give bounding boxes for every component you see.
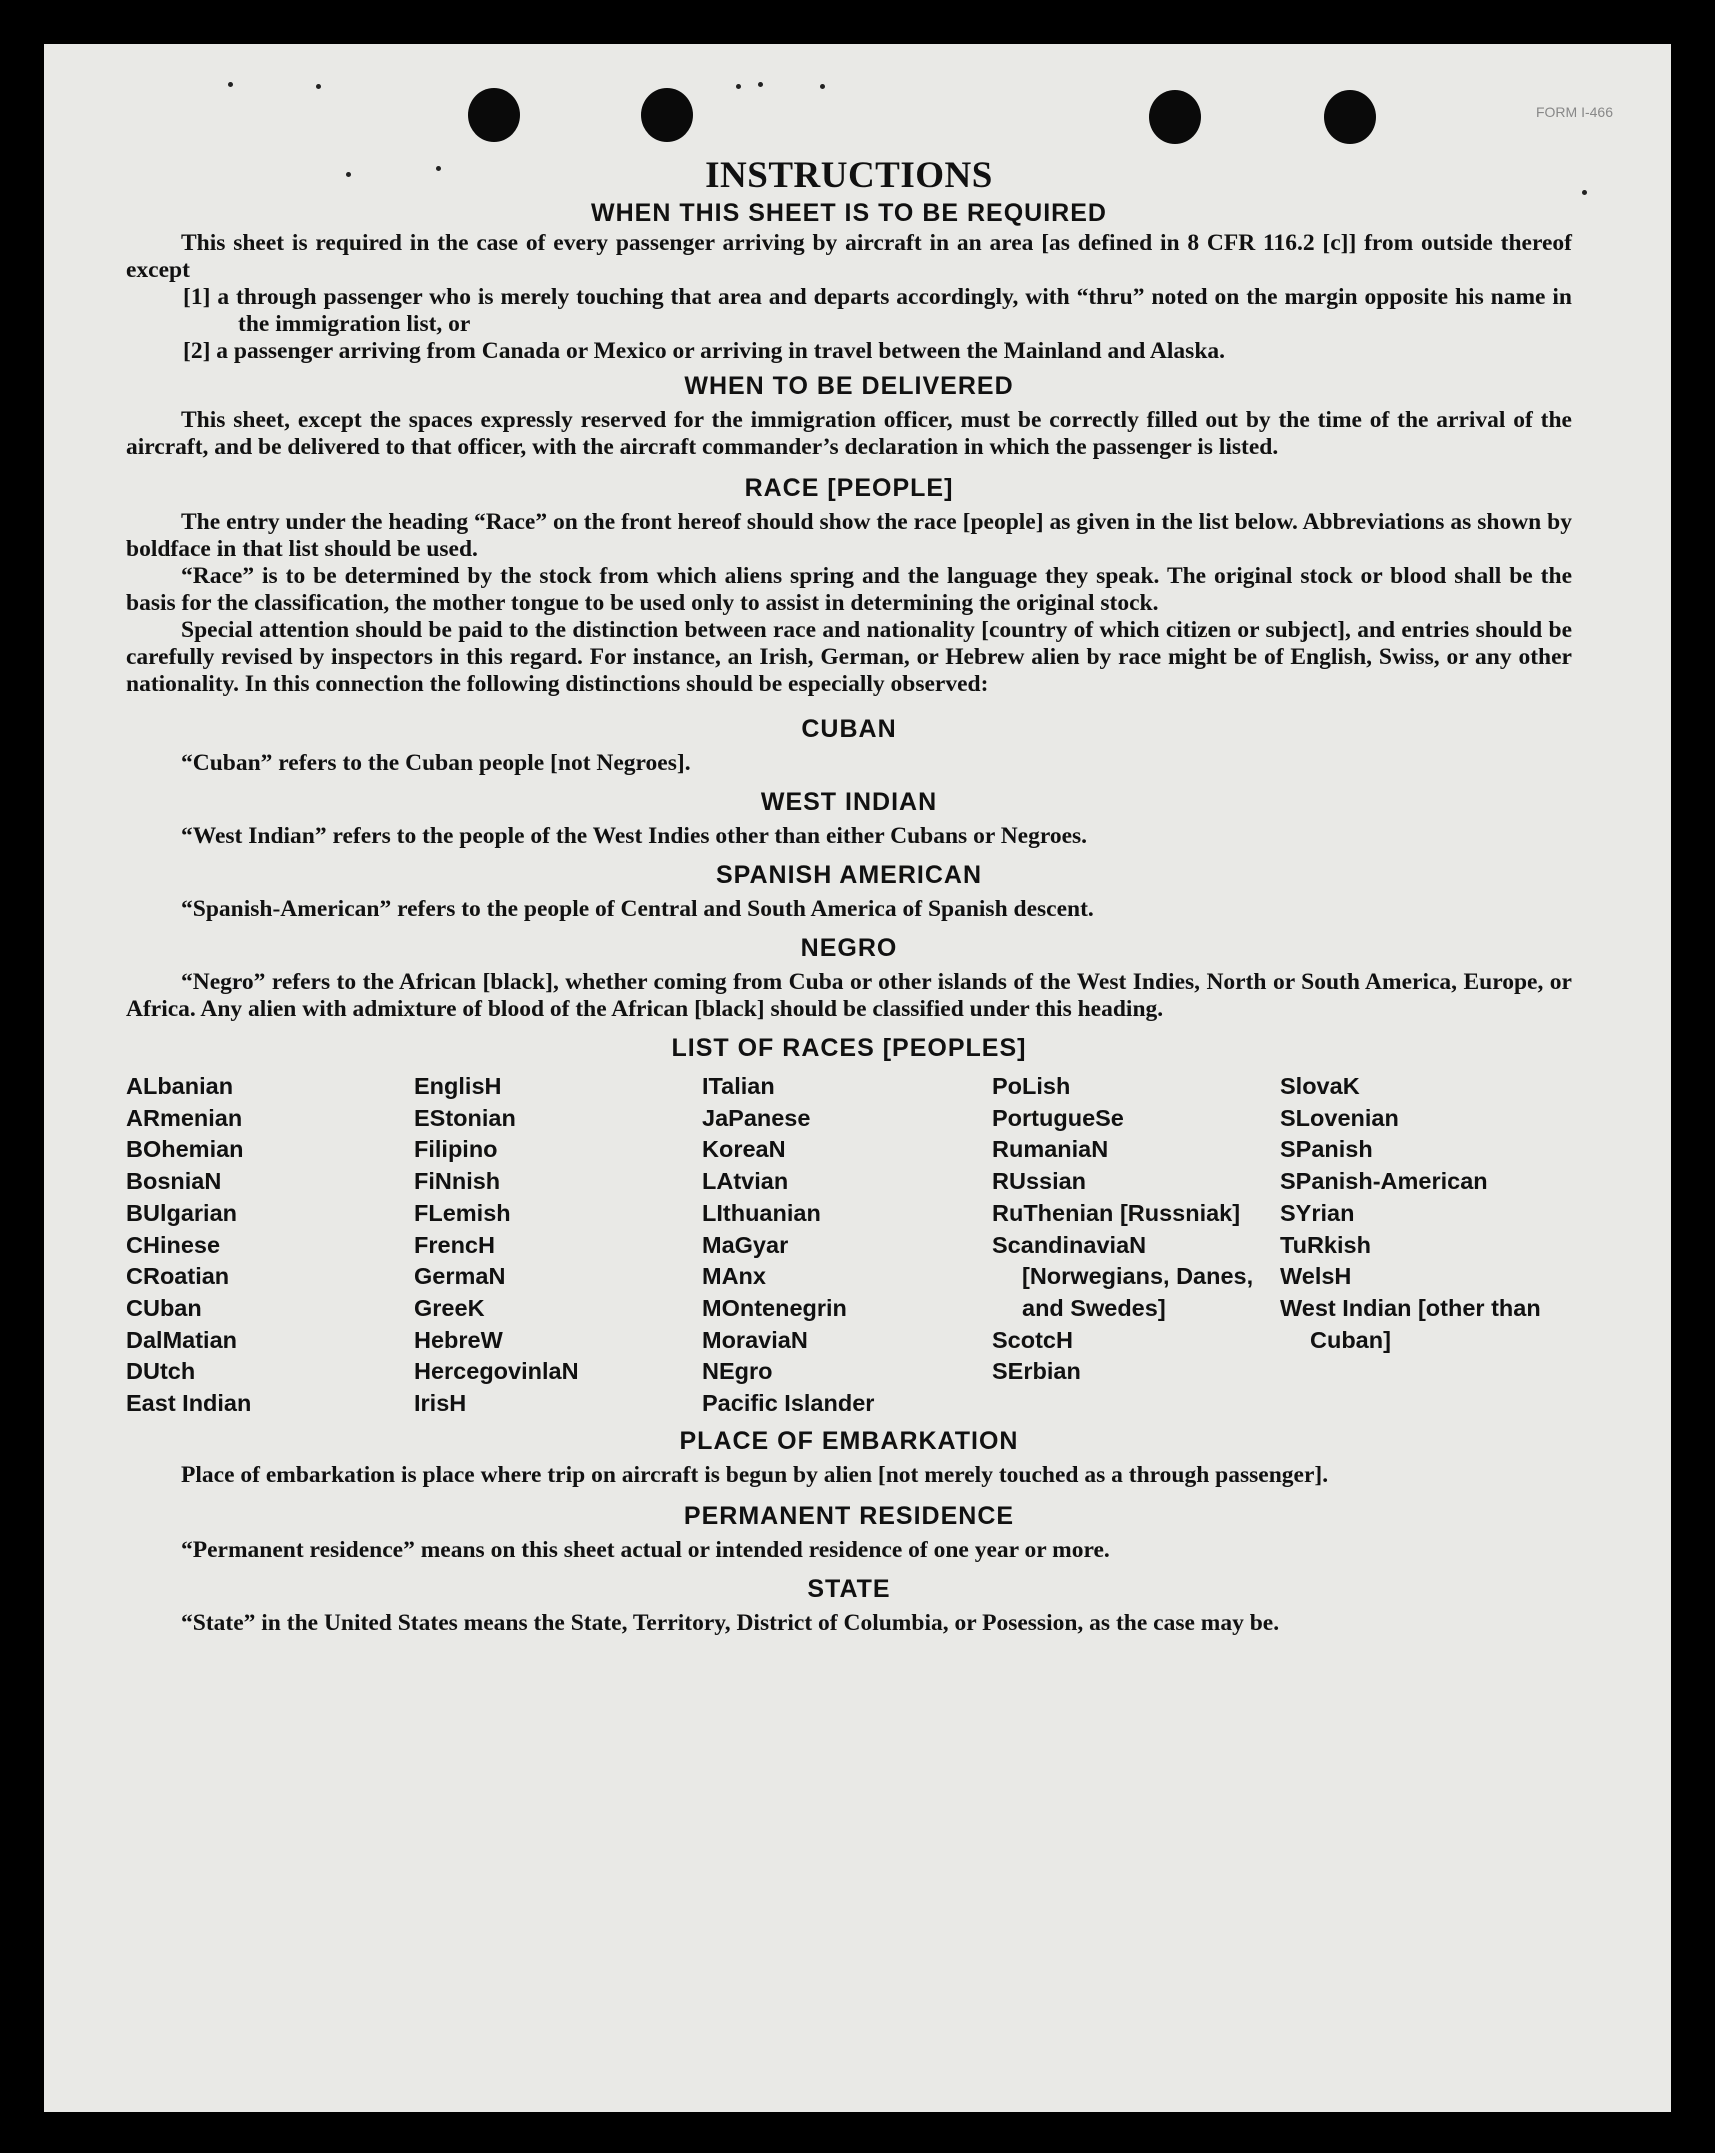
races-column-4 <box>992 1071 1280 1420</box>
heading-cuban: CUBAN <box>801 715 897 743</box>
race-item: CRoatian <box>126 1263 230 1290</box>
punch-hole <box>468 88 520 142</box>
heading-race: RACE [PEOPLE] <box>744 474 954 502</box>
race-item: FiNnish <box>414 1168 501 1195</box>
race-item: LAtvian <box>702 1168 789 1195</box>
races-column-3 <box>702 1071 992 1420</box>
required-item-1: [1] a through passenger who is merely touching that area and departs accordingly, with “thru” noted on the margin opposite his name in the immigration list, or <box>183 284 1572 337</box>
heading-west-indian: WEST INDIAN <box>760 788 938 816</box>
speck <box>228 82 233 87</box>
race-item: PortugueSe <box>992 1104 1124 1131</box>
state-text: “State” in the United States means the State, Territory, District of Columbia, or Posession, as the case may be. <box>181 1609 1280 1636</box>
race-item: BosniaN <box>126 1168 222 1195</box>
instructions-content <box>126 156 1572 1637</box>
heading-spanish-american: SPANISH AMERICAN <box>715 861 982 889</box>
west-indian-text: “West Indian” refers to the people of the West Indies other than either Cubans or Negroes. <box>181 823 1088 849</box>
race-paragraph-2: “Race” is to be determined by the stock from which aliens spring and the language they speak. The original stock or blood shall be the basis for the classification, the mother tongue to be used only to assist in determining the original stock. <box>126 563 1572 616</box>
race-item: LIthuanian <box>702 1199 821 1226</box>
race-item: HercegovinlaN <box>414 1358 579 1385</box>
race-paragraph-3: Special attention should be paid to the distinction between race and nationality [country of which citizen or subject], and entries should be carefully revised by inspectors in this regard. For instance, an Irish, German, or Hebrew alien by race might be of English, Swiss, or any other nationality. In this connection the following distinctions should be especially observed: <box>126 617 1572 697</box>
race-item: Pacific Islander <box>702 1390 875 1417</box>
race-item: GermaN <box>414 1263 506 1290</box>
race-item: ScandinaviaN [Norwegians, Danes, and Swedes] <box>992 1231 1254 1321</box>
race-item: MOntenegrin <box>702 1294 847 1321</box>
race-item: DalMatian <box>126 1326 237 1353</box>
race-item: DUtch <box>126 1358 196 1385</box>
race-item: SErbian <box>992 1358 1081 1385</box>
race-item: West Indian [other than Cuban] <box>1280 1294 1541 1353</box>
heading-state: STATE <box>807 1574 891 1603</box>
race-item: SPanish-American <box>1280 1168 1488 1195</box>
race-paragraph-1: The entry under the heading “Race” on the front hereof should show the race [people] as given in the list below. Abbreviations as shown by boldface in that list should be used. <box>126 509 1572 562</box>
race-item: FrencH <box>414 1231 495 1258</box>
race-item: East Indian <box>126 1390 252 1417</box>
punch-hole <box>1324 90 1376 144</box>
races-column-2 <box>414 1071 702 1420</box>
race-item: FLemish <box>414 1199 511 1226</box>
race-item: SlovaK <box>1280 1073 1360 1099</box>
embarkation-text: Place of embarkation is place where trip on aircraft is begun by alien [not merely touched as a through passenger]. <box>181 1461 1329 1488</box>
race-item: TuRkish <box>1280 1231 1371 1258</box>
race-item: ScotcH <box>992 1326 1073 1353</box>
residence-text: “Permanent residence” means on this sheet actual or intended residence of one year or more. <box>181 1536 1110 1563</box>
speck <box>820 84 825 89</box>
race-item: SLovenian <box>1280 1104 1399 1131</box>
race-item: MaGyar <box>702 1231 789 1258</box>
race-item: GreeK <box>414 1294 485 1321</box>
punch-hole <box>1149 90 1201 144</box>
negro-text: “Negro” refers to the African [black], whether coming from Cuba or other islands of the West Indies, North or South America, Europe, or Africa. Any alien with admixture of blood of the African [black] should be classified under this heading. <box>126 969 1572 1022</box>
race-item: EnglisH <box>414 1073 502 1099</box>
race-item: BOhemian <box>126 1136 244 1163</box>
speck <box>736 84 741 89</box>
document-sheet <box>44 44 1671 2112</box>
race-item: MoraviaN <box>702 1326 808 1353</box>
races-column-5 <box>1280 1071 1572 1420</box>
punch-hole <box>641 88 693 142</box>
page-title: INSTRUCTIONS <box>705 155 993 196</box>
race-item: BUlgarian <box>126 1199 237 1226</box>
race-item: MAnx <box>702 1263 766 1290</box>
race-item: RuThenian [Russniak] <box>992 1199 1241 1226</box>
speck <box>758 82 763 87</box>
required-item-2: [2] a passenger arriving from Canada or Mexico or arriving in travel between the Mainland and Alaska. <box>183 338 1226 364</box>
heading-list-of-races: LIST OF RACES [PEOPLES] <box>671 1034 1027 1062</box>
race-item: SPanish <box>1280 1136 1373 1163</box>
race-item: CUban <box>126 1294 202 1321</box>
race-item: JaPanese <box>702 1104 811 1131</box>
speck <box>1582 190 1587 195</box>
heading-delivered: WHEN TO BE DELIVERED <box>684 372 1014 400</box>
race-item: KoreaN <box>702 1136 786 1163</box>
race-item: EStonian <box>414 1104 516 1131</box>
race-item: NEgro <box>702 1358 773 1385</box>
race-item: CHinese <box>126 1231 221 1258</box>
delivered-text: This sheet, except the spaces expressly reserved for the immigration officer, must be correctly filled out by the time of the arrival of the aircraft, and be delivered to that officer, with the aircraft commander’s declaration in which the passenger is listed. <box>126 407 1572 460</box>
heading-required: WHEN THIS SHEET IS TO BE REQUIRED <box>591 199 1107 227</box>
race-item: PoLish <box>992 1073 1071 1099</box>
race-item: HebreW <box>414 1326 503 1353</box>
required-intro: This sheet is required in the case of every passenger arriving by aircraft in an area [as defined in 8 CFR 116.2 [c]] from outside thereof except <box>126 230 1572 283</box>
heading-embarkation: PLACE OF EMBARKATION <box>679 1426 1019 1455</box>
race-item: RumaniaN <box>992 1136 1109 1163</box>
race-item: ALbanian <box>126 1073 234 1099</box>
speck <box>316 84 321 89</box>
races-list <box>126 1071 1572 1420</box>
race-item: RUssian <box>992 1168 1087 1195</box>
spanish-american-text: “Spanish-American” refers to the people of Central and South America of Spanish descent. <box>181 896 1094 922</box>
race-item: WelsH <box>1280 1263 1352 1290</box>
races-column-1 <box>126 1071 414 1420</box>
cuban-text: “Cuban” refers to the Cuban people [not Negroes]. <box>181 750 691 776</box>
heading-residence: PERMANENT RESIDENCE <box>683 1501 1015 1530</box>
race-item: ITalian <box>702 1073 775 1099</box>
form-reference: FORM I-466 <box>1535 104 1613 120</box>
race-item: Filipino <box>414 1136 498 1163</box>
race-item: IrisH <box>414 1390 467 1417</box>
heading-negro: NEGRO <box>800 934 898 962</box>
race-item: ARmenian <box>126 1104 243 1131</box>
race-item: SYrian <box>1280 1199 1355 1226</box>
